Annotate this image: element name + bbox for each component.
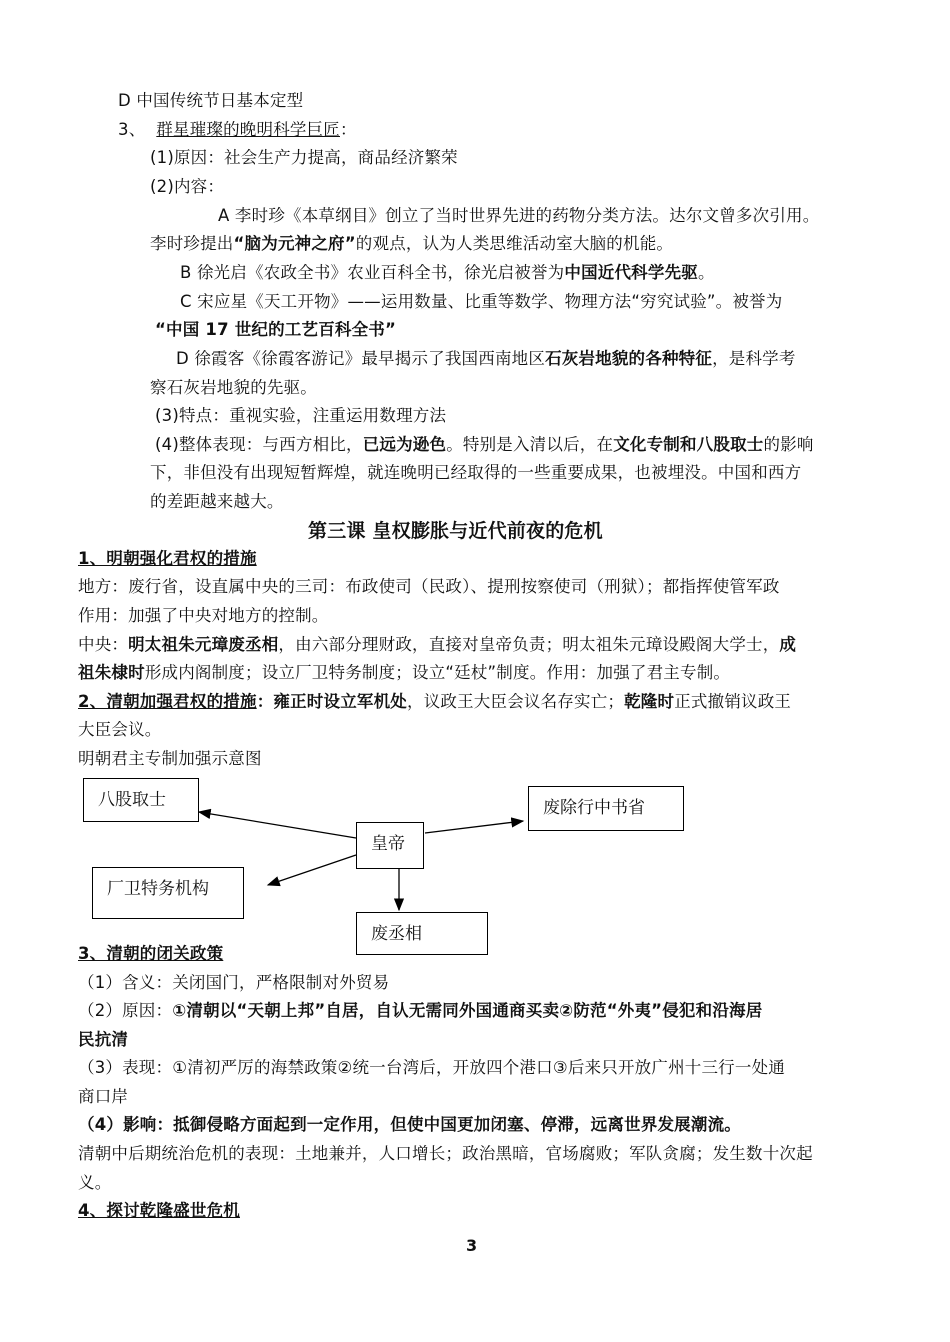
arrow-to-bagu	[199, 812, 356, 838]
text-run: ，由六部分理财政，直接对皇帝负责；明太祖朱元璋设殿阁大学士，	[278, 635, 780, 654]
bold-run: 明太祖朱元璋废丞相	[128, 635, 279, 654]
heading-title: 群星璀璨的晚明科学巨匠	[156, 120, 340, 139]
overall-line3: 的差距越来越大。	[150, 492, 284, 511]
text-run: 。特别是入清以后，在	[446, 435, 614, 454]
closed-manifest-line2: 商口岸	[78, 1087, 129, 1106]
heading-qianlong: 4、探讨乾隆盛世危机	[78, 1201, 240, 1220]
bold-run: 乾隆时	[624, 692, 675, 711]
content-label: (2)内容：	[150, 177, 225, 196]
heading-ming-measures: 1、明朝强化君权的措施	[78, 549, 257, 568]
node-xingsheng	[528, 786, 684, 831]
reason-text: (1)原因：社会生产力提高，商品经济繁荣	[150, 148, 458, 167]
heading-closed-door: 3、清朝的闭关政策	[78, 944, 224, 963]
closed-manifest-line1: （3）表现：①清初严厉的海禁政策②统一台湾后，开放四个港口③后来只开放广州十三行一处通	[78, 1058, 785, 1077]
bold-run: 文化专制和八股取士	[613, 435, 764, 454]
bold-run: “脑为元神之府”	[233, 234, 356, 253]
text-run: B 徐光启《农政全书》农业百科全书，徐光启被誉为	[180, 263, 565, 282]
lesson-title: 第三课 皇权膨胀与近代前夜的危机	[308, 520, 603, 542]
local-line2: 作用：加强了中央对地方的控制。	[78, 606, 329, 625]
node-bagu	[83, 778, 199, 822]
text-run: ，是科学考	[712, 349, 796, 368]
heading-colon: ：	[340, 120, 357, 139]
item-c-line1: C 宋应星《天工开物》——运用数量、比重等数学、物理方法“穷究试验”。被誉为	[180, 292, 783, 311]
text-run: ，议政王大臣会议名存实亡；	[407, 692, 625, 711]
feature-text: (3)特点：重视实验，注重运用数理方法	[155, 406, 447, 425]
text-run: 。	[697, 263, 715, 282]
closed-reason-line1	[78, 998, 762, 1024]
overall-line2: 下，非但没有出现短暂辉煌，就连晚明已经取得的一些重要成果，也被埋没。中国和西方	[150, 463, 802, 482]
qing-measures-line2: 大臣会议。	[78, 720, 162, 739]
arrow-to-changwei	[268, 855, 356, 885]
arrow-to-xingsheng	[425, 821, 523, 833]
crisis-line1: 清朝中后期统治危机的表现：土地兼并，人口增长；政治黑暗，官场腐败；军队贪腐；发生数十次起	[78, 1144, 813, 1163]
node-emperor	[356, 822, 424, 869]
bold-run: 成	[779, 635, 797, 654]
bold-run: 祖朱棣时	[78, 663, 145, 682]
bold-run: 中国近代科学先驱	[564, 263, 698, 282]
text-run: 中央：	[78, 635, 129, 654]
local-line1: 地方：废行省，设直属中央的三司：布政使司（民政）、提刑按察使司（刑狱）；都指挥使管军政	[78, 577, 780, 596]
text-run: (4)整体表现：与西方相比，	[155, 435, 363, 454]
closed-reason-line2: 民抗清	[78, 1030, 129, 1049]
text-run: 李时珍提出	[150, 234, 234, 253]
node-label: 废除行中书省	[543, 798, 645, 818]
node-changwei	[92, 867, 244, 919]
crisis-line2: 义。	[78, 1173, 112, 1192]
page-number: 3	[466, 1236, 478, 1255]
text-run: （2）原因：	[78, 1001, 173, 1020]
diagram-caption: 明朝君主专制加强示意图	[78, 749, 262, 768]
text-run: 的观点，认为人类思维活动室大脑的机能。	[355, 234, 674, 253]
bold-run: ：	[256, 692, 274, 711]
heading-number: 3、	[118, 120, 146, 139]
heading-qing-measures: 2、清朝加强君权的措施	[78, 692, 257, 711]
node-label: 八股取士	[98, 790, 166, 810]
item-d-line2: 察石灰岩地貌的先驱。	[150, 378, 317, 397]
text-run: D 徐霞客《徐霞客游记》最早揭示了我国西南地区	[176, 349, 546, 368]
item-c-line2: “中国 17 世纪的工艺百科全书”	[155, 320, 397, 339]
closed-meaning: （1）含义：关闭国门，严格限制对外贸易	[78, 973, 390, 992]
node-label: 废丞相	[371, 924, 422, 944]
bold-run: 雍正时设立军机处	[273, 692, 407, 711]
text-run: 正式撤销议政王	[674, 692, 792, 711]
node-label: 皇帝	[371, 834, 405, 854]
bold-run: 已远为逊色	[362, 435, 447, 454]
text-run: 形成内阁制度；设立厂卫特务制度；设立“廷杖”制度。作用：加强了君主专制。	[144, 663, 731, 682]
node-label: 厂卫特务机构	[107, 879, 209, 899]
text-run: 的影响	[763, 435, 814, 454]
list-item-d: D 中国传统节日基本定型	[118, 91, 304, 110]
node-chengxiang	[356, 912, 488, 955]
bold-run: ①清朝以“天朝上邦”自居，自认无需同外国通商买卖②防范“外夷”侵犯和沿海居	[172, 1001, 763, 1020]
closed-impact: （4）影响：抵御侵略方面起到一定作用，但使中国更加闭塞、停滞，远离世界发展潮流。	[78, 1115, 741, 1134]
item-a-line1: A 李时珍《本草纲目》创立了当时世界先进的药物分类方法。达尔文曾多次引用。	[218, 206, 820, 225]
bold-run: 石灰岩地貌的各种特征	[545, 349, 713, 368]
